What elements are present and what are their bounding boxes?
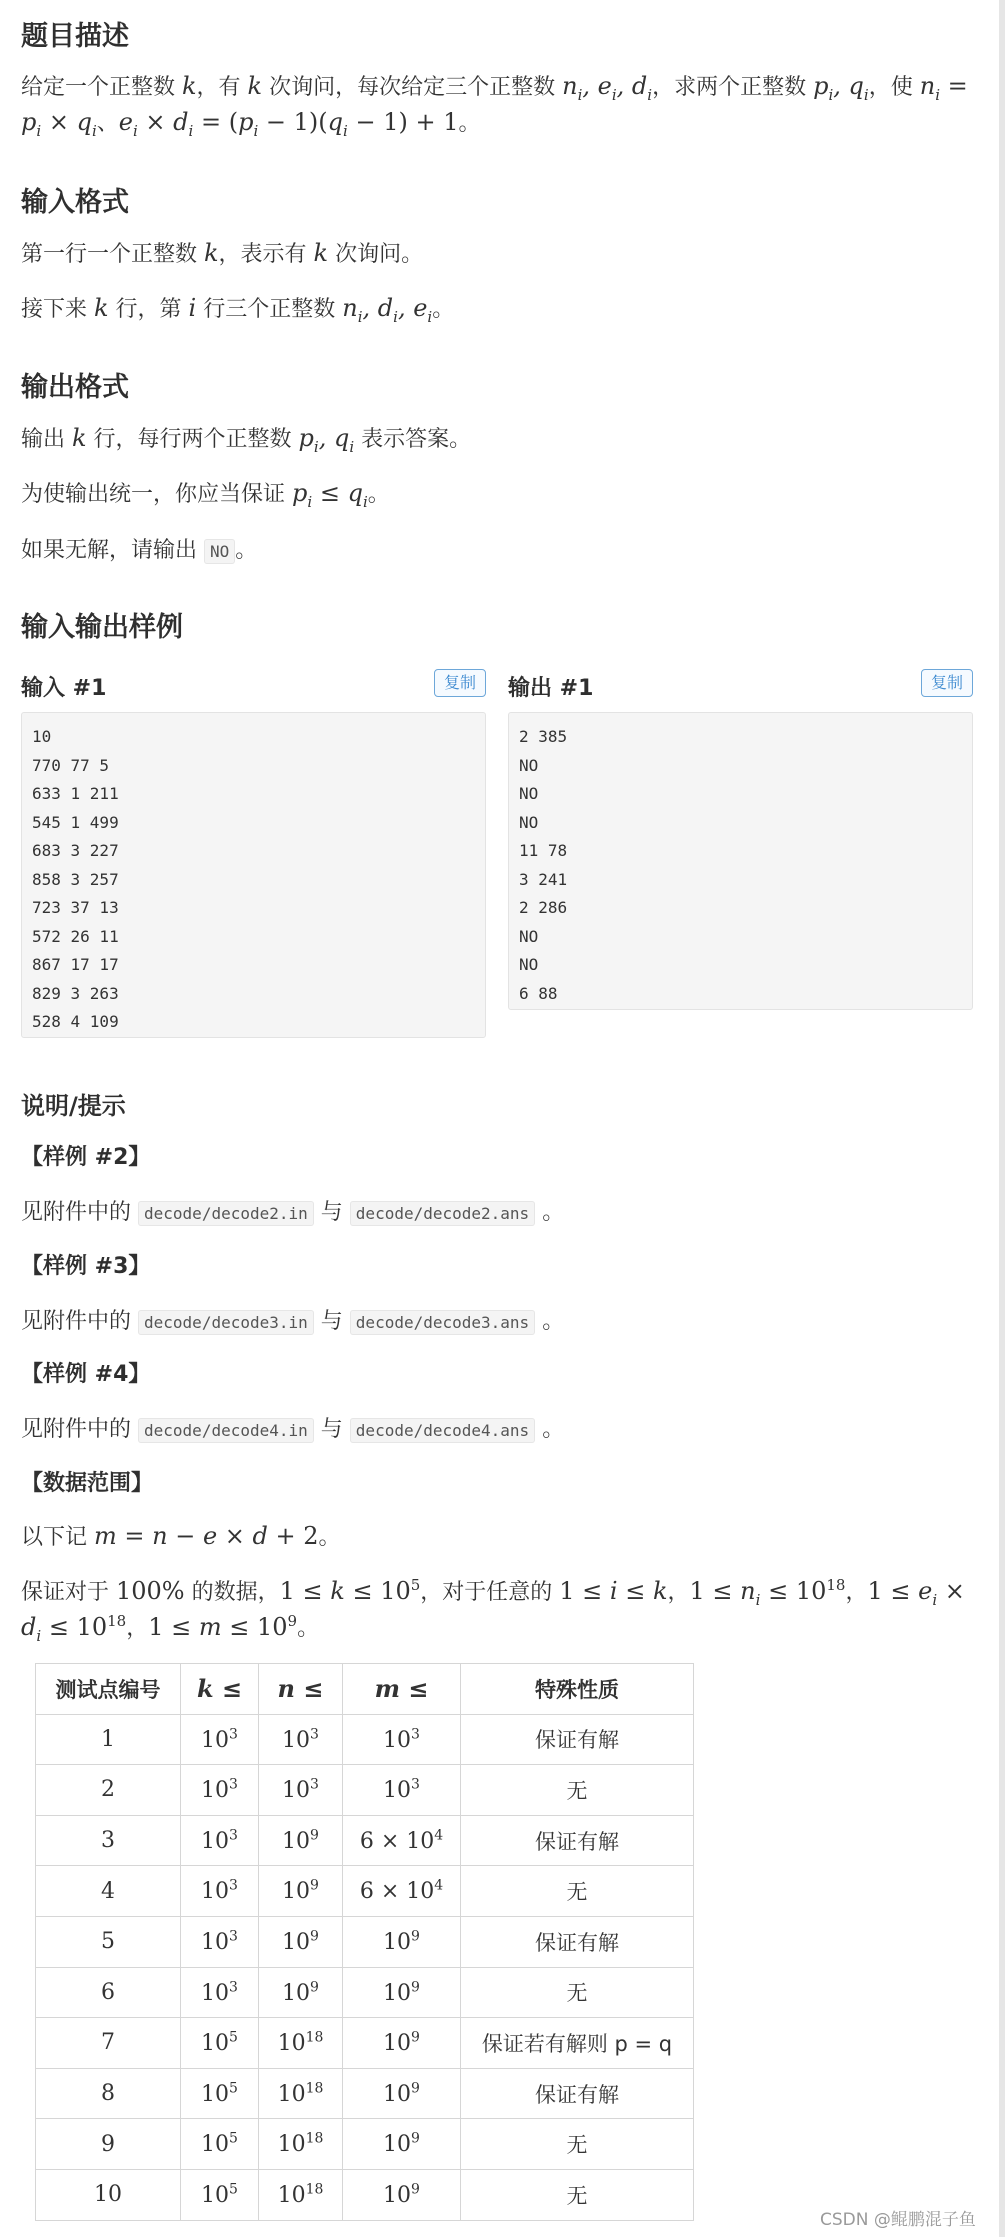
sample-input-line: 633 1 211 xyxy=(32,784,119,803)
table-row xyxy=(36,1714,694,1765)
table-cell-id: 2 xyxy=(36,1765,181,1816)
math-100-percent: 100% xyxy=(116,1577,185,1605)
table-cell-k: $10^5$ xyxy=(181,2018,259,2069)
table-cell-property: 保证有解 xyxy=(461,1714,694,1765)
table-cell-n: $10^9$ xyxy=(259,1967,343,2018)
input-format-line2 xyxy=(21,292,454,326)
table-cell-m: $6 \times 10^4$ xyxy=(343,1866,461,1917)
desc-text-3: 次询问，每次给定三个正整数 xyxy=(262,75,563,100)
table-cell-k: $10^5$ xyxy=(181,2119,259,2170)
output-format-line3 xyxy=(21,533,257,564)
description-paragraph-line1 xyxy=(21,70,968,104)
table-cell-k: $10^3$ xyxy=(181,1967,259,2018)
guarantee-line1 xyxy=(21,1575,965,1609)
math-n-eq: $n_i$ = xyxy=(919,72,968,104)
math-pq: $p_i$, $q_i$ xyxy=(813,72,869,104)
math-k-range: $1 \le k \le 10^5$ xyxy=(279,1576,421,1605)
table-cell-n: $10^9$ xyxy=(259,1916,343,1967)
table-cell-id: 5 xyxy=(36,1916,181,1967)
table-cell-property: 无 xyxy=(461,1866,694,1917)
description-heading: 题目描述 xyxy=(21,21,129,52)
math-ned: $n_i$, $e_i$, $d_i$ xyxy=(562,72,653,104)
table-cell-property: 保证有解 xyxy=(461,1916,694,1967)
table-cell-property: 无 xyxy=(461,1967,694,2018)
table-cell-k: $10^3$ xyxy=(181,1866,259,1917)
desc-sep: 、 xyxy=(96,111,119,136)
table-header-cell: k ≤ xyxy=(181,1664,259,1715)
input-text-4: 接下来 xyxy=(21,297,94,322)
table-cell-n: $10^9$ xyxy=(259,1866,343,1917)
input-text-1: 第一行一个正整数 xyxy=(21,242,204,267)
output-format-heading: 输出格式 xyxy=(21,372,129,403)
output-text-6: 。 xyxy=(235,538,258,563)
input-format-heading: 输入格式 xyxy=(21,187,129,218)
desc-text-2: ，有 xyxy=(196,75,248,100)
hint-text: 见附件中的 xyxy=(21,1309,132,1334)
sample-output-line: NO xyxy=(519,955,539,974)
sample4-heading: 【样例 #4】 xyxy=(21,1362,151,1387)
hint-heading: 说明/提示 xyxy=(21,1092,126,1120)
table-row xyxy=(36,1815,694,1866)
table-row xyxy=(36,1967,694,2018)
hint-text: ，对于任意的 xyxy=(420,1580,560,1605)
hint-text: 。 xyxy=(318,1525,341,1550)
table-row xyxy=(36,1765,694,1816)
output-end: 。 xyxy=(367,482,390,507)
var-k: k xyxy=(204,239,219,267)
table-cell-property: 无 xyxy=(461,2169,694,2220)
sample3-files-line xyxy=(21,1304,564,1335)
csdn-watermark: CSDN @鲲鹏混子鱼 xyxy=(820,2210,976,2230)
table-cell-n: $10^{18}$ xyxy=(259,2169,343,2220)
sample-output-line: 2 385 xyxy=(519,727,568,746)
desc-end: 。 xyxy=(458,111,481,136)
table-cell-property: 保证有解 xyxy=(461,1815,694,1866)
table-cell-id: 10 xyxy=(36,2169,181,2220)
var-k: k xyxy=(94,294,109,322)
table-cell-m: $10^9$ xyxy=(343,2018,461,2069)
table-row xyxy=(36,2119,694,2170)
m-definition-line xyxy=(21,1520,341,1551)
sample-input-line: 10 xyxy=(32,727,52,746)
copy-input-button[interactable]: 复制 xyxy=(434,669,486,697)
table-row xyxy=(36,1916,694,1967)
table-row xyxy=(36,2018,694,2069)
sample2-heading: 【样例 #2】 xyxy=(21,1145,151,1170)
table-cell-m: $10^3$ xyxy=(343,1765,461,1816)
sample-input-line: 770 77 5 xyxy=(32,755,110,775)
sample-input-line: 867 17 17 xyxy=(32,955,119,974)
sample-output-label: 输出 #1 xyxy=(508,676,594,701)
guarantee-line2 xyxy=(21,1611,319,1645)
hint-text: 以下记 xyxy=(21,1525,94,1550)
sample4-files-line xyxy=(21,1412,564,1443)
input-text-5: 行，第 xyxy=(108,297,189,322)
output-text-4: 为使输出统一，你应当保证 xyxy=(21,482,292,507)
table-header-cell: m ≤ xyxy=(343,1664,461,1715)
hint-text: 与 xyxy=(320,1309,343,1334)
sample-input-line: 683 3 227 xyxy=(32,841,119,860)
sample-output-line: 2 286 xyxy=(519,898,568,917)
hint-text: 的数据， xyxy=(184,1580,280,1605)
data-range-heading: 【数据范围】 xyxy=(21,1471,154,1496)
page-scrollbar[interactable] xyxy=(999,0,1005,2237)
hint-text: 与 xyxy=(320,1200,343,1225)
table-cell-k: $10^3$ xyxy=(181,1916,259,1967)
sample-input-line: 528 4 109 xyxy=(32,1012,119,1031)
hint-sep: ， xyxy=(845,1580,868,1605)
output-text-5: 如果无解，请输出 xyxy=(21,538,204,563)
output-text-2: 行，每行两个正整数 xyxy=(86,427,299,452)
table-cell-n: $10^{18}$ xyxy=(259,2068,343,2119)
file-decode3-in[interactable]: decode/decode3.in xyxy=(138,1310,314,1335)
table-cell-m: $10^9$ xyxy=(343,2068,461,2119)
sample-input-line: 723 37 13 xyxy=(32,898,119,917)
desc-text-1: 给定一个正整数 xyxy=(21,75,182,100)
hint-text: 。 xyxy=(542,1200,565,1225)
hint-text: 见附件中的 xyxy=(21,1417,132,1442)
table-cell-m: $10^9$ xyxy=(343,2119,461,2170)
sample-input-line: 572 26 11 xyxy=(32,926,119,946)
table-body xyxy=(36,1714,694,2220)
table-cell-m: $10^9$ xyxy=(343,1967,461,2018)
table-header-cell: 特殊性质 xyxy=(461,1664,694,1715)
desc-text-4: ，求两个正整数 xyxy=(652,75,814,100)
var-i: i xyxy=(188,294,197,322)
hint-text: 。 xyxy=(542,1417,565,1442)
description-paragraph-line2 xyxy=(21,106,481,140)
table-cell-id: 7 xyxy=(36,2018,181,2069)
output-format-line1 xyxy=(21,422,471,456)
sample-output-line: NO xyxy=(519,755,539,775)
no-code-snippet: NO xyxy=(204,539,235,564)
table-header-cell: 测试点编号 xyxy=(36,1664,181,1715)
table-cell-id: 6 xyxy=(36,1967,181,2018)
table-cell-property: 保证有解 xyxy=(461,2068,694,2119)
table-row xyxy=(36,1866,694,1917)
table-cell-m: $6 \times 10^4$ xyxy=(343,1815,461,1866)
math-ed-range-start: $1 \le e_i$ × xyxy=(867,1577,965,1609)
table-cell-k: $10^3$ xyxy=(181,1765,259,1816)
input-end: 。 xyxy=(432,297,455,322)
sample-output-line: NO xyxy=(519,926,539,946)
table-cell-id: 8 xyxy=(36,2068,181,2119)
table-row xyxy=(36,2169,694,2220)
table-cell-id: 3 xyxy=(36,1815,181,1866)
input-format-line1 xyxy=(21,237,423,268)
math-m-range: $1 \le m \le 10^9$ xyxy=(148,1612,298,1641)
table-cell-k: $10^3$ xyxy=(181,1714,259,1765)
table-cell-property: 保证若有解则 p = q xyxy=(461,2018,694,2069)
var-k: k xyxy=(72,424,87,452)
sample-output-line: NO xyxy=(519,784,539,803)
sample-input-line: 829 3 263 xyxy=(32,983,119,1003)
samples-heading: 输入输出样例 xyxy=(21,612,183,643)
sample3-heading: 【样例 #3】 xyxy=(21,1254,151,1279)
hint-text: 与 xyxy=(320,1417,343,1442)
file-decode2-in[interactable]: decode/decode2.in xyxy=(138,1201,314,1226)
table-cell-m: $10^9$ xyxy=(343,1916,461,1967)
var-k: k xyxy=(247,72,263,100)
var-k: k xyxy=(313,239,329,267)
table-cell-n: $10^{18}$ xyxy=(259,2018,343,2069)
data-range-table xyxy=(35,1663,694,2221)
sample-output-box xyxy=(508,712,973,1010)
hint-text: 。 xyxy=(542,1309,565,1334)
table-header-row xyxy=(36,1664,694,1715)
output-text-1: 输出 xyxy=(21,427,72,452)
table-cell-id: 4 xyxy=(36,1866,181,1917)
math-ed-range-end: $d_i \le 10^{18}$ xyxy=(21,1612,127,1645)
table-cell-property: 无 xyxy=(461,1765,694,1816)
table-cell-id: 9 xyxy=(36,2119,181,2170)
sample-input-line: 858 3 257 xyxy=(32,869,119,889)
sample-output-line: 11 78 xyxy=(519,841,568,860)
sample-output-line: NO xyxy=(519,812,539,832)
math-p-le-q: $p_i \le q_i$ xyxy=(292,479,368,511)
hint-text: 见附件中的 xyxy=(21,1200,132,1225)
table-cell-id: 1 xyxy=(36,1714,181,1765)
sample-output-line: 3 241 xyxy=(519,869,568,889)
sample-input-box xyxy=(21,712,486,1038)
hint-sep: ， xyxy=(126,1616,149,1641)
table-cell-property: 无 xyxy=(461,2119,694,2170)
output-text-3: 表示答案。 xyxy=(354,427,472,452)
table-cell-m: $10^3$ xyxy=(343,1714,461,1765)
copy-output-button[interactable]: 复制 xyxy=(921,669,973,697)
table-cell-n: $10^9$ xyxy=(259,1815,343,1866)
table-cell-k: $10^5$ xyxy=(181,2068,259,2119)
output-format-line2 xyxy=(21,477,390,511)
math-product: $p_i \times q_i$ xyxy=(21,108,97,140)
table-cell-n: $10^3$ xyxy=(259,1765,343,1816)
math-pq: $p_i$, $q_i$ xyxy=(298,424,355,456)
file-decode4-ans[interactable]: decode/decode4.ans xyxy=(350,1418,535,1443)
sample2-files-line xyxy=(21,1195,564,1226)
sample-input-label: 输入 #1 xyxy=(21,676,107,701)
math-i-range: 1 ≤ i ≤ k xyxy=(559,1577,668,1605)
table-cell-n: $10^{18}$ xyxy=(259,2119,343,2170)
table-row xyxy=(36,2068,694,2119)
table-cell-n: $10^3$ xyxy=(259,1714,343,1765)
hint-sep: ， xyxy=(667,1580,690,1605)
sample-output-line: 6 88 xyxy=(519,983,558,1003)
input-text-6: 行三个正整数 xyxy=(196,297,343,322)
sample-input-line: 545 1 499 xyxy=(32,812,119,832)
table-header-cell: n ≤ xyxy=(259,1664,343,1715)
input-text-2: ，表示有 xyxy=(218,242,314,267)
table-cell-m: $10^9$ xyxy=(343,2169,461,2220)
math-ed-formula: $e_i \times d_i = (p_i - 1)(q_i - 1) + 1$ xyxy=(118,108,459,140)
hint-end: 。 xyxy=(297,1616,320,1641)
var-k: k xyxy=(182,72,197,100)
file-decode4-in[interactable]: decode/decode4.in xyxy=(138,1418,314,1443)
math-n-range: $1 \le n_i \le 10^{18}$ xyxy=(689,1576,846,1609)
hint-text: 保证对于 xyxy=(21,1580,116,1605)
desc-text-5: ，使 xyxy=(868,75,920,100)
table-cell-k: $10^5$ xyxy=(181,2169,259,2220)
file-decode2-ans[interactable]: decode/decode2.ans xyxy=(350,1201,535,1226)
math-nde: $n_i$, $d_i$, $e_i$ xyxy=(342,294,433,326)
input-text-3: 次询问。 xyxy=(328,242,424,267)
table-cell-k: $10^3$ xyxy=(181,1815,259,1866)
math-m-def: m = n − e × d + 2 xyxy=(94,1522,319,1550)
file-decode3-ans[interactable]: decode/decode3.ans xyxy=(350,1310,535,1335)
